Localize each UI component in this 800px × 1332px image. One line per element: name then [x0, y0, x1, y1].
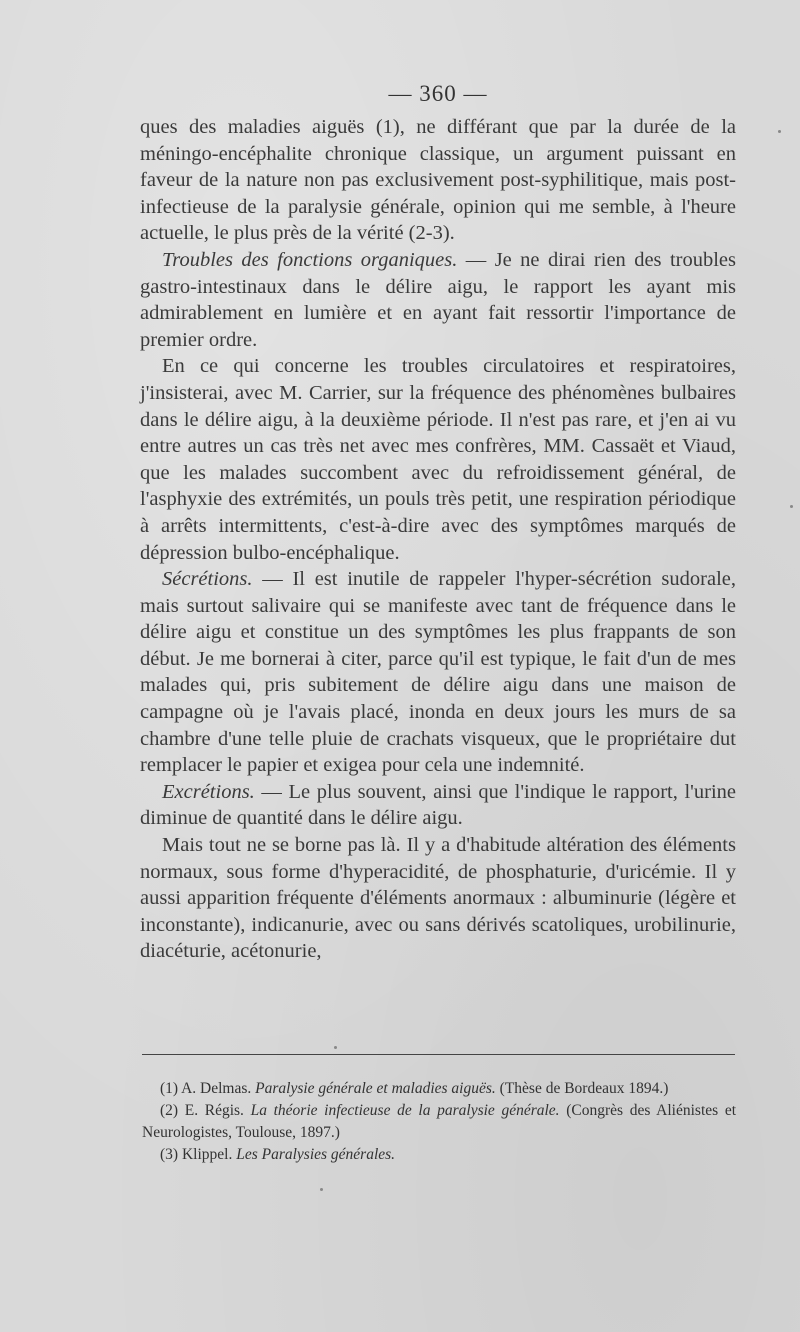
paragraph-secretions-text: — Il est inutile de rappeler l'hyper-sécrétion sudorale, mais surtout salivaire qui se manifeste avec tant de fréquence dans le délire aigu et constitue un des symptômes les plus frappants de son début. Je me bornerai à citer, parce qu'il est typique, le fait d'un de mes malades qui, pris subitement de délire aigu dans une maison de campagne où je l'avais placé, inonda en deux jours les murs de sa chambre d'une telle pluie de crachats visqueux, que le propriétaire dut remplacer le papier et exigea pour cela une indemnité. — [140, 568, 736, 777]
footnote-1-suffix: (Thèse de Bordeaux 1894.) — [495, 1080, 669, 1097]
paragraph-troubles — [140, 247, 736, 353]
paragraph-1: ques des maladies aiguës (1), ne différant que par la durée de la méningo-encéphalite chronique classique, un argument puissant en faveur de la nature non pas exclusivement post-syphilitique, mais post-infectieuse de la paralysie générale, opinion qui me semble, à l'heure actuelle, le plus près de la vérité (2-3). — [140, 116, 736, 245]
paragraph-secretions — [140, 566, 736, 779]
page-number: — 360 — — [388, 81, 488, 106]
footnote-2-title: La théorie infectieuse de la paralysie générale. — [250, 1102, 560, 1119]
paragraph-circulatoires: En ce qui concerne les troubles circulatoires et respiratoires, j'insisterai, avec M. Carrier, sur la fréquence des phénomènes bulbaires dans le délire aigu, à la deuxième période. Il n'est pas rare, et j'en ai vu entre autres un cas très net avec mes confrères, MM. Cassaët et Viaud, que les malades succombent avec du refroidissement général, de l'asphyxie des extrémités, un pouls très petit, une respiration périodique à arrêts intermittents, c'est-à-dire avec des symptômes marqués de dépression bulbo-encéphalique. — [140, 355, 736, 564]
section-heading-troubles: Troubles des fonctions organiques. — [162, 248, 458, 271]
footnote-2-prefix: (2) E. Régis. — [160, 1102, 251, 1119]
section-heading-secretions: Sécrétions. — [162, 568, 253, 591]
footnote-1 — [142, 1078, 736, 1100]
footnote-2-suffix: (Congrès des Aliénistes et Neurologistes, Toulouse, 1897.) — [142, 1102, 737, 1141]
footnotes — [142, 1078, 736, 1166]
paper-speck — [778, 130, 781, 133]
footnote-1-title: Paralysie générale et maladies aiguës. — [255, 1080, 496, 1097]
footnote-3-title: Les Paralysies générales. — [236, 1146, 396, 1163]
footnote-1-prefix: (1) A. Delmas. — [160, 1080, 256, 1097]
footnote-3 — [142, 1144, 736, 1166]
paper-speck — [320, 1188, 323, 1191]
paper-speck — [790, 505, 793, 508]
page-body — [140, 78, 736, 965]
footnote-3-prefix: (3) Klippel. — [160, 1146, 237, 1163]
paragraph-6: Mais tout ne se borne pas là. Il y a d'habitude altération des éléments normaux, sous forme d'hyperacidité, de phosphaturie, d'uricémie. Il y aussi apparition fréquente d'éléments anormaux : albuminurie (légère et inconstante), indicanurie, avec ou sans dérivés scatoliques, urobilinurie, diacéturie, acétonurie, — [140, 834, 736, 963]
section-heading-excretions: Excrétions. — [162, 780, 255, 803]
paragraph-excretions-text: — Le plus souvent, ainsi que l'indique le rapport, l'urine diminue de quantité dans le délire aigu. — [140, 780, 736, 830]
footnote-divider — [142, 1054, 735, 1055]
paragraph-excretions — [140, 779, 736, 832]
footnote-2 — [142, 1100, 736, 1144]
paragraph-troubles-text: — Je ne dirai rien des troubles gastro-intestinaux dans le délire aigu, le rapport les ayant mis admirablement en lumière et en ayant fait ressortir l'importance de premier ordre. — [140, 248, 736, 351]
paper-speck — [334, 1046, 337, 1049]
